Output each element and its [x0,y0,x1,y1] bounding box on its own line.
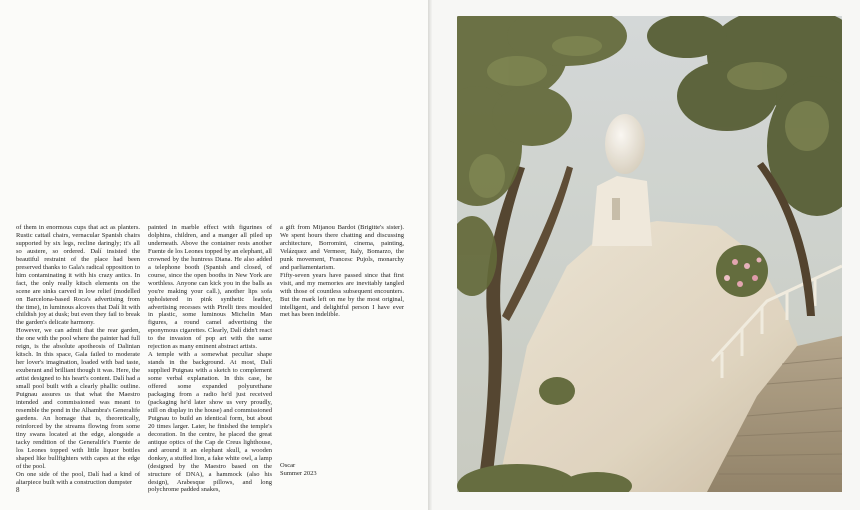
signature-name: Oscar [280,462,296,469]
author-signature [280,462,317,478]
warm-light [457,16,842,492]
left-page [0,0,428,510]
paragraph: However, we can admit that the rear garden, the one with the pool where the painter had full reign, is the absolute apotheosis of Dalinian kitsch. In this space, Gala failed to moderate her lover's imagination, loaded with bad taste, exuberant and brilliant though it was. Here, the artist designed to his heart's content. Dalí had a small pool built with a clearly phallic outline. Puignau assures us that what the Maestro intended and commissioned was meant to resemble the pond in the Alhambra's Generalife gardens. An homage that is, theoretically, reinforced by the streams flowing from some tiny swans located at the edge, alongside a tacky rendition of the Generalife's Fuente de los Leones topped with little liquor bottles shaped like bullfighters with capes at the edge of the pool. [16,327,140,470]
signature-date: Summer 2023 [280,470,317,477]
paragraph: of them in enormous cups that act as planters. Rustic cattail chairs, vernacular Spanish chairs supported by six legs, recline daringly; it's all so austere, so ordered. Dalí insisted the beautiful restraint of the place had been preserved thanks to Gala's radical opposition to him contaminating it with his crazy antics. In fact, the only really kitsch elements on the scene are sinks carved in low relief (modelled on Barcelona-based Roca's advertising from the time), in luminous alcoves that Dalí lit with childish joy at dusk; but even they fail to break the garden's delicate harmony. [16,224,140,327]
text-column-3 [280,224,404,319]
text-column-2 [148,224,272,494]
paragraph: painted in marble effect with figurines of dolphins, children, and a manger all piled up underneath. Above the container rests another Fuente de los Leones topped by an elephant, all crowned by the huntress Diana. He also added a telephone booth (Spanish and closed, of course, since the open booths in New York are worthless. Anyone can kick you in the balls as you're making your call.), another lips sofa upholstered in pink synthetic leather, advertising recesses with Pirelli tires moulded in plastic, some luminous Michelin Man figures, a round camel advertising the eponymous cigarettes. Clearly, Dalí didn't react to the invasion of pop art with the same rejection as many eminent abstract artists. [148,224,272,351]
paragraph: Fifty-seven years have passed since that first visit, and my memories are inevitably tangled with those of countless subsequent encounters. But the mark left on me by the most original, intelligent, and delightful person I have ever met has been indelible. [280,271,404,319]
text-column-1 [16,224,140,486]
page-number: 8 [16,486,20,494]
garden-photograph [457,16,842,492]
paragraph: On one side of the pool, Dalí had a kind of altarpiece built with a construction dumpster [16,470,140,486]
photo-illustration [457,16,842,492]
paragraph: A temple with a somewhat peculiar shape stands in the background. At most, Dalí supplied Puignau with a sketch to complement some verbal explanation. In this case, he offered some expanded polyurethane packaging from a radio he'd just received (packaging he'd later show us very proudly, still on display in the house) and commissioned Puignau to build an identical form, but about 20 times larger. Later, he finished the temple's decoration. In the centre, he placed the great antique optics of the Cap de Creus lighthouse, and around it an elephant skull, a wooden donkey, a stuffed lion, a fake white owl, a lamp (designed by the Maestro based on the structure of DNA), a hammock (also his design), Arabesque pillows, and long polychrome padded snakes, [148,351,272,494]
paragraph: a gift from Mijanou Bardot (Brigitte's sister). We spent hours there chatting and discussing architecture, Borromini, cinema, painting, Velázquez and Vermeer, Italy, Bomarzo, the punk movement, Francesc Pujols, monarchy and parliamentarism. [280,224,404,271]
